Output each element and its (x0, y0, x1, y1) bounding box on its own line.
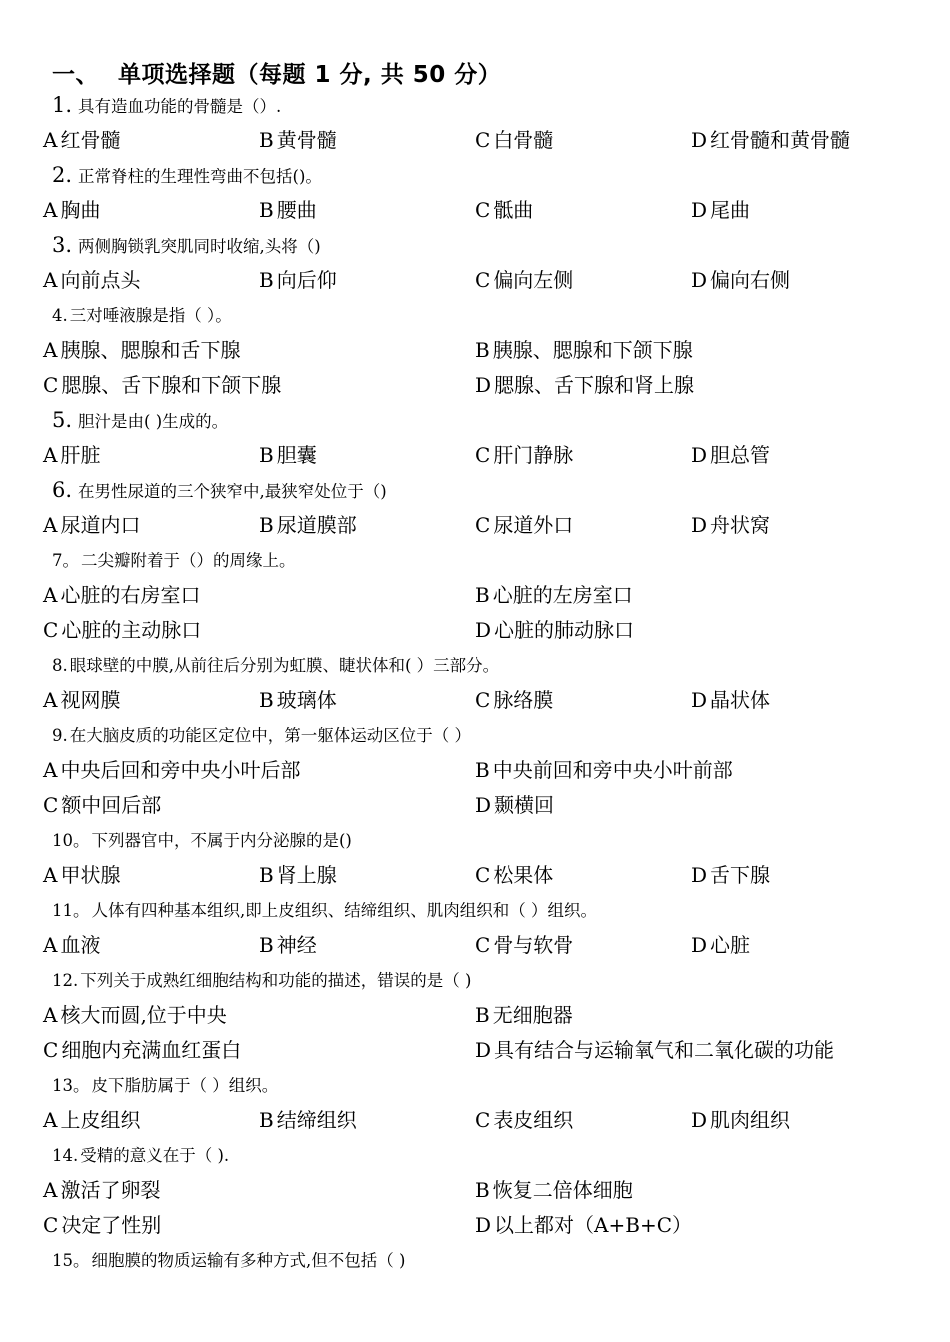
option-letter: D (691, 268, 708, 292)
question-text: 受精的意义在于（ ). (80, 1146, 230, 1165)
option-text: 激活了卵裂 (60, 1178, 161, 1202)
option-b (475, 753, 733, 788)
option-letter: B (259, 128, 274, 152)
option-text: 尿道外口 (493, 513, 574, 537)
option-b (259, 683, 337, 718)
question-text: 三对唾液腺是指（ ）。 (69, 306, 232, 325)
option-a (43, 123, 120, 158)
option-text: 腰曲 (276, 198, 317, 222)
option-a (43, 1173, 160, 1208)
option-letter: C (43, 793, 59, 817)
option-a (43, 928, 100, 963)
option-d (691, 683, 770, 718)
option-d (691, 858, 770, 893)
question-number: 11。 (52, 901, 90, 920)
option-letter: B (259, 268, 274, 292)
question-item (0, 473, 950, 543)
option-d (475, 368, 694, 403)
option-letter: D (475, 373, 492, 397)
options-row (0, 1208, 950, 1243)
option-a (43, 193, 100, 228)
option-letter: D (475, 618, 492, 642)
option-text: 胰腺、腮腺和下颌下腺 (492, 338, 693, 362)
question-number: 12. (52, 971, 79, 990)
option-c (43, 1033, 241, 1068)
option-a (43, 998, 227, 1033)
option-c (43, 788, 161, 823)
question-text: 下列器官中，不属于内分泌腺的是() (91, 831, 352, 850)
option-text: 心脏的主动脉口 (61, 618, 202, 642)
question-item (0, 1138, 950, 1243)
option-b (475, 333, 693, 368)
option-text: 脉络膜 (493, 688, 554, 712)
option-text: 恢复二倍体细胞 (492, 1178, 633, 1202)
question-number: 8. (52, 656, 68, 675)
option-letter: D (475, 1213, 492, 1237)
option-b (259, 123, 337, 158)
options-row (0, 1103, 950, 1138)
question-list (0, 88, 950, 1278)
option-letter: C (475, 198, 491, 222)
question-number: 9. (52, 726, 68, 745)
option-letter: A (43, 758, 58, 782)
option-letter: A (43, 198, 58, 222)
option-c (475, 858, 553, 893)
question-stem (0, 403, 950, 438)
option-text: 额中回后部 (61, 793, 162, 817)
question-item (0, 1243, 950, 1278)
option-text: 肝脏 (60, 443, 101, 467)
options-row (0, 1173, 950, 1208)
question-text: 二尖瓣附着于（）的周缘上。 (81, 551, 296, 570)
option-letter: C (475, 128, 491, 152)
option-text: 胆总管 (710, 443, 771, 467)
option-letter: B (475, 1178, 490, 1202)
option-c (43, 368, 281, 403)
option-c (475, 1103, 573, 1138)
option-text: 具有结合与运输氧气和二氧化碳的功能 (494, 1038, 835, 1062)
option-c (475, 193, 533, 228)
option-b (475, 578, 633, 613)
option-text: 神经 (276, 933, 317, 957)
option-a (43, 438, 100, 473)
section-heading (52, 56, 501, 89)
option-text: 胆囊 (276, 443, 317, 467)
options-row (0, 578, 950, 613)
option-text: 决定了性别 (61, 1213, 162, 1237)
question-stem (0, 1243, 950, 1278)
question-number: 5. (52, 408, 73, 432)
option-d (475, 788, 554, 823)
options-row (0, 438, 950, 473)
question-item (0, 823, 950, 893)
option-text: 心脏的肺动脉口 (494, 618, 635, 642)
option-b (259, 1103, 357, 1138)
option-text: 舟状窝 (710, 513, 771, 537)
question-item (0, 543, 950, 648)
option-text: 表皮组织 (493, 1108, 574, 1132)
option-letter: B (259, 443, 274, 467)
option-text: 胸曲 (60, 198, 101, 222)
option-a (43, 753, 300, 788)
options-row (0, 613, 950, 648)
option-text: 偏向左侧 (493, 268, 574, 292)
option-a (43, 858, 120, 893)
option-letter: D (691, 513, 708, 537)
option-text: 骨与软骨 (493, 933, 574, 957)
section-number: 一、 (52, 62, 99, 88)
option-letter: C (475, 268, 491, 292)
question-text: 人体有四种基本组织,即上皮组织、结缔组织、肌肉组织和（ ）组织。 (91, 901, 597, 920)
option-c (475, 508, 573, 543)
option-text: 核大而圆,位于中央 (60, 1003, 227, 1027)
option-letter: A (43, 443, 58, 467)
question-item (0, 158, 950, 228)
option-d (691, 263, 790, 298)
question-text: 眼球壁的中膜,从前往后分别为虹膜、睫状体和( ）三部分。 (69, 656, 500, 675)
option-d (691, 123, 850, 158)
options-row (0, 193, 950, 228)
question-number: 2. (52, 163, 73, 187)
option-letter: C (43, 1038, 59, 1062)
question-item (0, 1068, 950, 1138)
options-row (0, 333, 950, 368)
options-row (0, 753, 950, 788)
question-text: 在男性尿道的三个狭窄中,最狭窄处位于（) (78, 482, 387, 501)
option-text: 以上都对（A+B+C） (494, 1213, 693, 1237)
section-title: 单项选择题（每题 1 分, 共 50 分） (118, 62, 502, 88)
option-b (475, 998, 573, 1033)
question-item (0, 228, 950, 298)
question-text: 两侧胸锁乳突肌同时收缩,头将（) (78, 237, 321, 256)
question-stem (0, 228, 950, 263)
question-stem (0, 543, 950, 578)
option-b (259, 438, 317, 473)
question-stem (0, 158, 950, 193)
option-text: 松果体 (493, 863, 554, 887)
option-text: 尾曲 (710, 198, 751, 222)
question-item (0, 298, 950, 403)
option-text: 中央前回和旁中央小叶前部 (492, 758, 733, 782)
option-letter: B (259, 688, 274, 712)
question-text: 具有造血功能的骨髓是（）. (78, 97, 282, 116)
option-letter: D (691, 198, 708, 222)
option-a (43, 508, 140, 543)
options-row (0, 263, 950, 298)
option-text: 腮腺、舌下腺和下颌下腺 (61, 373, 282, 397)
option-c (475, 683, 553, 718)
option-d (691, 193, 750, 228)
option-text: 颞横回 (494, 793, 555, 817)
option-text: 舌下腺 (710, 863, 771, 887)
option-text: 肌肉组织 (710, 1108, 791, 1132)
option-letter: B (259, 513, 274, 537)
option-letter: B (259, 863, 274, 887)
question-number: 13。 (52, 1076, 90, 1095)
option-letter: B (475, 338, 490, 362)
option-b (259, 858, 337, 893)
option-b (259, 263, 337, 298)
option-text: 红骨髓 (60, 128, 121, 152)
option-a (43, 1103, 140, 1138)
option-letter: B (259, 1108, 274, 1132)
option-text: 心脏 (710, 933, 751, 957)
option-b (475, 1173, 633, 1208)
question-number: 3. (52, 233, 73, 257)
option-letter: C (475, 443, 491, 467)
option-letter: A (43, 688, 58, 712)
option-letter: D (691, 1108, 708, 1132)
option-a (43, 333, 240, 368)
option-text: 尿道膜部 (276, 513, 357, 537)
option-b (259, 928, 317, 963)
option-letter: B (475, 758, 490, 782)
question-number: 10。 (52, 831, 90, 850)
question-stem (0, 1138, 950, 1173)
option-a (43, 263, 140, 298)
option-text: 结缔组织 (276, 1108, 357, 1132)
question-number: 14. (52, 1146, 79, 1165)
option-text: 向前点头 (60, 268, 141, 292)
option-text: 晶状体 (710, 688, 771, 712)
option-d (475, 613, 634, 648)
question-item (0, 88, 950, 158)
option-text: 白骨髓 (493, 128, 554, 152)
option-text: 血液 (60, 933, 101, 957)
option-letter: A (43, 863, 58, 887)
option-letter: D (691, 128, 708, 152)
option-letter: D (691, 443, 708, 467)
option-letter: C (43, 618, 59, 642)
option-text: 心脏的右房室口 (60, 583, 201, 607)
option-letter: A (43, 513, 58, 537)
option-letter: C (475, 688, 491, 712)
options-row (0, 508, 950, 543)
option-letter: A (43, 268, 58, 292)
option-letter: C (475, 863, 491, 887)
question-stem (0, 893, 950, 928)
options-row (0, 1033, 950, 1068)
options-row (0, 998, 950, 1033)
option-d (691, 508, 770, 543)
question-text: 皮下脂肪属于（ ）组织。 (91, 1076, 279, 1095)
option-a (43, 683, 120, 718)
option-d (691, 1103, 790, 1138)
question-text: 细胞膜的物质运输有多种方式,但不包括（ ) (91, 1251, 406, 1270)
option-letter: A (43, 338, 58, 362)
option-text: 尿道内口 (60, 513, 141, 537)
option-letter: D (691, 863, 708, 887)
options-row (0, 683, 950, 718)
question-text: 正常脊柱的生理性弯曲不包括()。 (78, 167, 322, 186)
options-row (0, 368, 950, 403)
question-stem (0, 1068, 950, 1103)
option-c (475, 928, 573, 963)
option-d (691, 438, 770, 473)
option-c (43, 613, 201, 648)
option-c (475, 123, 553, 158)
option-text: 向后仰 (276, 268, 337, 292)
option-letter: C (475, 1108, 491, 1132)
question-text: 胆汁是由( )生成的。 (78, 412, 229, 431)
option-letter: D (691, 933, 708, 957)
option-d (691, 928, 750, 963)
option-b (259, 193, 317, 228)
option-text: 肝门静脉 (493, 443, 574, 467)
question-item (0, 718, 950, 823)
option-text: 肾上腺 (276, 863, 337, 887)
options-row (0, 123, 950, 158)
option-text: 视网膜 (60, 688, 121, 712)
option-letter: A (43, 128, 58, 152)
question-stem (0, 648, 950, 683)
option-a (43, 578, 200, 613)
option-d (475, 1208, 692, 1243)
option-text: 细胞内充满血红蛋白 (61, 1038, 242, 1062)
options-row (0, 788, 950, 823)
option-letter: C (43, 1213, 59, 1237)
option-text: 心脏的左房室口 (492, 583, 633, 607)
question-stem (0, 473, 950, 508)
question-item (0, 963, 950, 1068)
option-text: 无细胞器 (492, 1003, 573, 1027)
question-stem (0, 298, 950, 333)
option-letter: C (43, 373, 59, 397)
option-letter: C (475, 933, 491, 957)
option-letter: B (259, 198, 274, 222)
option-letter: D (475, 1038, 492, 1062)
options-row (0, 858, 950, 893)
question-stem (0, 718, 950, 753)
option-letter: A (43, 1178, 58, 1202)
question-stem (0, 963, 950, 998)
question-number: 15。 (52, 1251, 90, 1270)
question-stem (0, 88, 950, 123)
option-c (475, 438, 573, 473)
option-text: 中央后回和旁中央小叶后部 (60, 758, 301, 782)
option-letter: B (475, 583, 490, 607)
option-letter: C (475, 513, 491, 537)
option-letter: A (43, 1108, 58, 1132)
question-number: 6. (52, 478, 73, 502)
question-stem (0, 823, 950, 858)
question-item (0, 893, 950, 963)
question-number: 7。 (52, 551, 79, 570)
option-d (475, 1033, 834, 1068)
question-number: 1. (52, 93, 73, 117)
option-text: 腮腺、舌下腺和肾上腺 (494, 373, 695, 397)
option-letter: D (475, 793, 492, 817)
question-item (0, 648, 950, 718)
option-text: 甲状腺 (60, 863, 121, 887)
question-text: 在大脑皮质的功能区定位中，第一躯体运动区位于（ ） (69, 726, 471, 745)
option-text: 玻璃体 (276, 688, 337, 712)
option-letter: B (259, 933, 274, 957)
option-c (475, 263, 573, 298)
option-letter: A (43, 583, 58, 607)
option-letter: A (43, 1003, 58, 1027)
option-c (43, 1208, 161, 1243)
option-letter: D (691, 688, 708, 712)
option-b (259, 508, 357, 543)
options-row (0, 928, 950, 963)
option-text: 偏向右侧 (710, 268, 791, 292)
option-text: 胰腺、腮腺和舌下腺 (60, 338, 241, 362)
question-number: 4. (52, 306, 68, 325)
option-text: 骶曲 (493, 198, 534, 222)
option-text: 黄骨髓 (276, 128, 337, 152)
question-text: 下列关于成熟红细胞结构和功能的描述，错误的是（ ) (80, 971, 472, 990)
option-letter: A (43, 933, 58, 957)
question-item (0, 403, 950, 473)
option-text: 上皮组织 (60, 1108, 141, 1132)
option-letter: B (475, 1003, 490, 1027)
option-text: 红骨髓和黄骨髓 (710, 128, 851, 152)
